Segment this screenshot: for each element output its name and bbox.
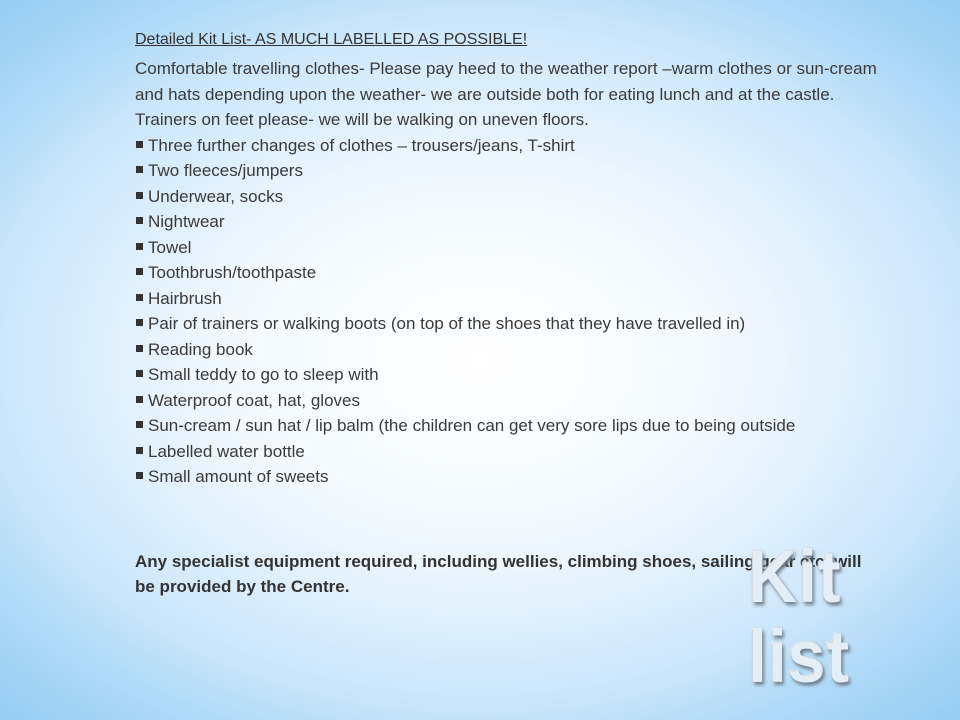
square-bullet-icon [136, 396, 143, 403]
list-item: Reading book [135, 337, 880, 363]
specialist-equipment-note: Any specialist equipment required, including wellies, climbing shoes, sailing gear etc. will be provided by the Centre. [135, 551, 862, 596]
list-item: Toothbrush/toothpaste [135, 260, 880, 286]
square-bullet-icon [136, 268, 143, 275]
list-item: Labelled water bottle [135, 439, 880, 465]
square-bullet-icon [136, 370, 143, 377]
list-item: Nightwear [135, 209, 880, 235]
square-bullet-icon [136, 421, 143, 428]
square-bullet-icon [136, 217, 143, 224]
square-bullet-icon [136, 294, 143, 301]
square-bullet-icon [136, 141, 143, 148]
square-bullet-icon [136, 243, 143, 250]
square-bullet-icon [136, 345, 143, 352]
square-bullet-icon [136, 472, 143, 479]
slide-title: Kit list [748, 535, 851, 698]
list-item: Towel [135, 235, 880, 261]
list-item: Pair of trainers or walking boots (on top of the shoes that they have travelled in) [135, 311, 880, 337]
list-item: Underwear, socks [135, 184, 880, 210]
kit-list-heading: Detailed Kit List- AS MUCH LABELLED AS POSSIBLE! [135, 31, 528, 48]
list-item: Three further changes of clothes – trousers/jeans, T-shirt [135, 133, 880, 159]
list-item: Hairbrush [135, 286, 880, 312]
slide-body [135, 30, 880, 600]
square-bullet-icon [136, 447, 143, 454]
list-item: Two fleeces/jumpers [135, 158, 880, 184]
list-item: Small teddy to go to sleep with [135, 362, 880, 388]
list-item: Small amount of sweets [135, 464, 880, 490]
intro-paragraph: Comfortable travelling clothes- Please pay heed to the weather report –warm clothes or sun-cream and hats depending upon the weather- we are outside both for eating lunch and at the castle. Trainers on feet please- we will be walking on uneven floors. [135, 59, 877, 129]
kit-list [135, 133, 880, 490]
square-bullet-icon [136, 166, 143, 173]
list-item: Sun-cream / sun hat / lip balm (the children can get very sore lips due to being outside [135, 413, 880, 439]
square-bullet-icon [136, 192, 143, 199]
square-bullet-icon [136, 319, 143, 326]
list-item: Waterproof coat, hat, gloves [135, 388, 880, 414]
